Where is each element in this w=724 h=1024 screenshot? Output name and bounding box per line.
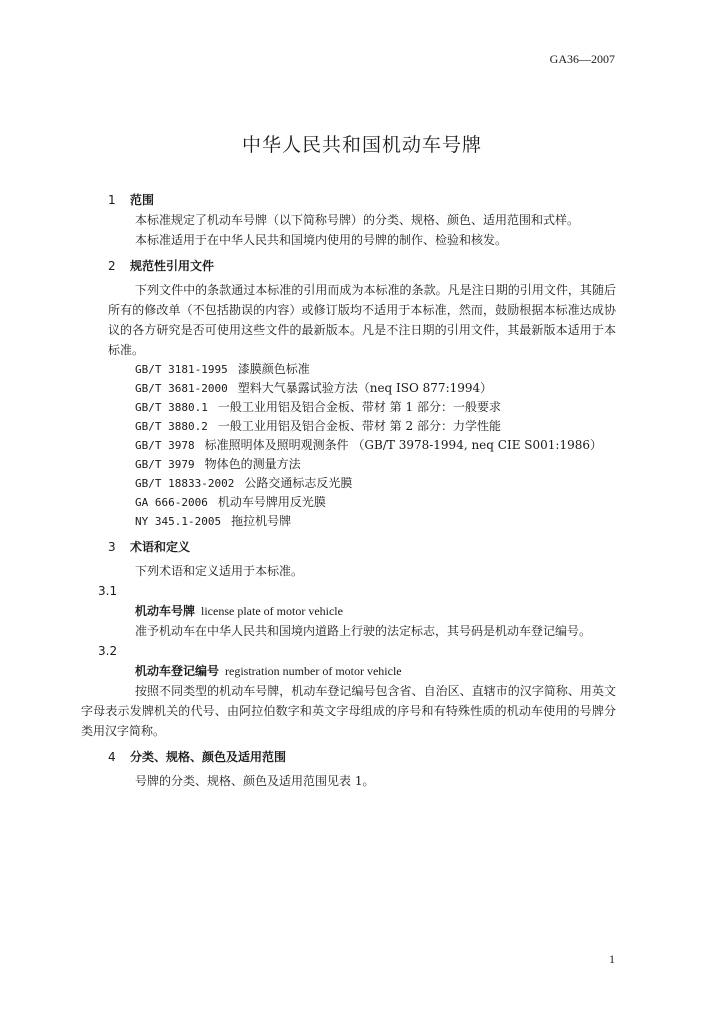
term-entry xyxy=(108,661,616,681)
section-number: 3 xyxy=(108,540,116,554)
paragraph: 本标准规定了机动车号牌（以下简称号牌）的分类、规格、颜色、适用范围和式样。 xyxy=(135,213,580,227)
reference-item xyxy=(108,417,616,436)
section-title: 分类、规格、颜色及适用范围 xyxy=(130,750,287,764)
reference-item xyxy=(108,360,616,379)
reference-item xyxy=(108,379,616,398)
section-title: 范围 xyxy=(130,193,155,207)
reference-code: GB/T 3880.1 xyxy=(135,401,208,414)
clause-number: 3.2 xyxy=(98,644,118,658)
clause-number: 3.1 xyxy=(98,584,118,598)
reference-code: NY 345.1-2005 xyxy=(135,515,222,528)
section-number: 1 xyxy=(108,193,116,207)
reference-code: GB/T 3978 xyxy=(135,439,195,452)
reference-code: GB/T 3681-2000 xyxy=(135,382,228,395)
section-title: 术语和定义 xyxy=(130,540,191,554)
section-title: 规范性引用文件 xyxy=(130,259,215,273)
paragraph: 本标准适用于在中华人民共和国境内使用的号牌的制作、检验和核发。 xyxy=(135,233,508,247)
paragraph: 号牌的分类、规格、颜色及适用范围见表 1。 xyxy=(135,774,375,788)
reference-title: 一般工业用铝及铝合金板、带材 第 2 部分：力学性能 xyxy=(217,419,501,433)
reference-item xyxy=(108,493,616,512)
reference-title: 机动车号牌用反光膜 xyxy=(217,495,326,509)
term-english: registration number of motor vehicle xyxy=(225,664,402,678)
paragraph: 下列文件中的条款通过本标准的引用而成为本标准的条款。凡是注日期的引用文件，其随后所有的修改单（不包括勘误的内容）或修订版均不适用于本标准，然而，鼓励根据本标准达成协议的各方研究是否可使用这些文件的最新版本。凡是不注日期的引用文件，其最新版本适用于本标准。 xyxy=(108,283,616,357)
reference-item xyxy=(108,398,616,417)
reference-title: 标准照明体及照明观测条件 （GB/T 3978-1994, neq CIE S001:1986） xyxy=(204,438,602,452)
reference-code: GB/T 3181-1995 xyxy=(135,363,228,376)
reference-title: 公路交通标志反光膜 xyxy=(244,476,353,490)
reference-title: 漆膜颜色标准 xyxy=(237,362,310,376)
reference-code: GB/T 18833-2002 xyxy=(135,477,235,490)
reference-code: GB/T 3880.2 xyxy=(135,420,208,433)
page-number: 1 xyxy=(609,952,615,966)
section-heading-3 xyxy=(108,537,616,557)
section-number: 4 xyxy=(108,750,116,764)
document-code: GA36—2007 xyxy=(549,52,615,66)
reference-code: GB/T 3979 xyxy=(135,458,195,471)
term-definition: 准予机动车在中华人民共和国境内道路上行驶的法定标志，其号码是机动车登记编号。 xyxy=(135,624,592,638)
paragraph: 下列术语和定义适用于本标准。 xyxy=(135,564,304,578)
term-chinese: 机动车号牌 xyxy=(135,604,196,618)
reference-item xyxy=(108,512,616,531)
section-heading-2 xyxy=(108,256,616,276)
reference-title: 拖拉机号牌 xyxy=(231,514,292,528)
reference-code: GA 666-2006 xyxy=(135,496,208,509)
section-heading-4 xyxy=(108,747,616,767)
reference-item xyxy=(108,436,616,455)
term-definition: 按照不同类型的机动车号牌，机动车登记编号包含省、自治区、直辖市的汉字简称、用英文字母表示发牌机关的代号、由阿拉伯数字和英文字母组成的序号和有特殊性质的机动车使用的号牌分类用汉字简称。 xyxy=(81,684,616,738)
section-number: 2 xyxy=(108,259,116,273)
term-entry xyxy=(108,601,616,621)
document-title: 中华人民共和国机动车号牌 xyxy=(241,134,482,156)
reference-item xyxy=(108,474,616,493)
section-heading-1 xyxy=(108,190,616,210)
reference-title: 物体色的测量方法 xyxy=(204,457,301,471)
reference-item xyxy=(108,455,616,474)
term-english: license plate of motor vehicle xyxy=(201,604,343,618)
term-chinese: 机动车登记编号 xyxy=(135,664,220,678)
document-body xyxy=(81,190,616,791)
reference-title: 一般工业用铝及铝合金板、带材 第 1 部分：一般要求 xyxy=(217,400,501,414)
reference-list xyxy=(108,360,616,531)
reference-title: 塑料大气暴露试验方法（neq ISO 877:1994） xyxy=(237,381,493,395)
